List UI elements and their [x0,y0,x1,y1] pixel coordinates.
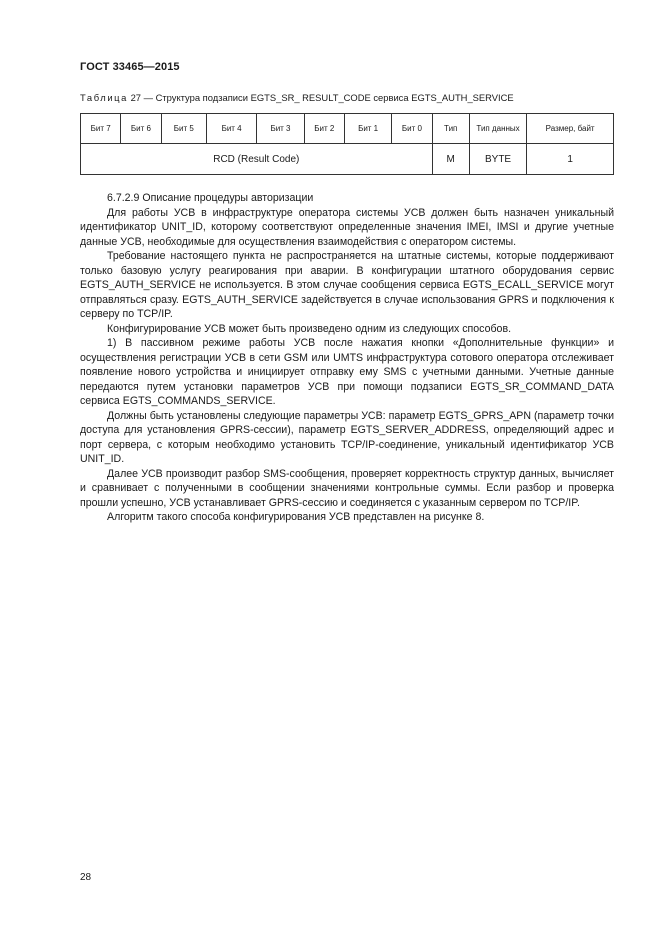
section-heading: 6.7.2.9 Описание процедуры авторизации [107,192,314,204]
data-type-cell: BYTE [469,144,526,175]
paragraph: Далее УСВ производит разбор SMS-сообщения, проверяет корректность структур данных, вычисляет и сравнивает с полученными в сообщении значениями контрольные суммы. Если разбор и проверка прошли успешно, УСВ устанавливает GPRS-сессию и соединяется с указанным сервером по TCP/IP. [80,467,614,509]
column-header: Бит 6 [121,114,161,144]
column-header: Бит 4 [206,114,256,144]
size-cell: 1 [527,144,614,175]
document-header [80,61,180,73]
column-header: Бит 1 [344,114,391,144]
table-caption [80,92,514,103]
standard-number: ГОСТ 33465—2015 [80,61,180,73]
column-header: Размер, байт [527,114,614,144]
structure-table [80,113,614,175]
column-header: Бит 3 [257,114,304,144]
page-number: 28 [80,872,92,883]
column-header: Тип [432,114,469,144]
body-text [80,191,614,525]
paragraph: 1) В пассивном режиме работы УСВ после нажатия кнопки «Дополнительные функции» и осуществления регистрации УСВ в сети GSM или UMTS инфраструктура сотового оператора отслеживает появление нового устройства и инициирует отправку ему SMS с учетными данными. Учетные данные передаются путем установки параметров УСВ при помощи подзаписи EGTS_SR_COMMAND_DATA сервиса EGTS_COMMANDS_SERVICE. [80,337,614,407]
paragraph: Требование настоящего пункта не распространяется на штатные системы, которые поддерживают только базовую услугу реагирования при аварии. В конфигурации штатного оборудования сервис EGTS_AUTH_SERVICE не используется. В этом случае сообщения сервиса EGTS_ECALL_SERVICE могут отправляться сразу. EGTS_AUTH_SERVICE задействуется в случае использования GPRS и подключения к серверу по TCP/IP. [80,250,614,320]
table-caption-prefix: Таблица [80,92,128,103]
column-header: Бит 2 [304,114,344,144]
type-cell: M [432,144,469,175]
column-header: Тип данных [469,114,526,144]
column-header: Бит 5 [161,114,206,144]
paragraph: Для работы УСВ в инфраструктуре оператора системы УСВ должен быть назначен уникальный идентификатор UNIT_ID, которому соответствуют определенные значения IMEI, IMSI и другие учетные данные УСВ, необходимые для осуществления взаимодействия с оператором системы. [80,206,614,248]
column-header: Бит 7 [81,114,121,144]
paragraph: Алгоритм такого способа конфигурирования УСВ представлен на рисунке 8. [107,511,485,523]
table-caption-text: 27 — Структура подзаписи EGTS_SR_ RESULT_CODE сервиса EGTS_AUTH_SERVICE [127,92,514,103]
paragraph: Конфигурирование УСВ может быть произведено одним из следующих способов. [107,322,512,335]
paragraph: Должны быть установлены следующие параметры УСВ: параметр EGTS_GPRS_APN (параметр точки доступа для установления GPRS-сессии), параметр EGTS_SERVER_ADDRESS, определяющий адрес и порт сервера, с которым необходимо установить TCP/IP-соединение, уникальный идентификатор УСВ UNIT_ID. [80,409,614,465]
column-header: Бит 0 [392,114,432,144]
table-header-row [81,114,614,144]
field-name-cell: RCD (Result Code) [81,144,433,175]
table-row [81,144,614,175]
